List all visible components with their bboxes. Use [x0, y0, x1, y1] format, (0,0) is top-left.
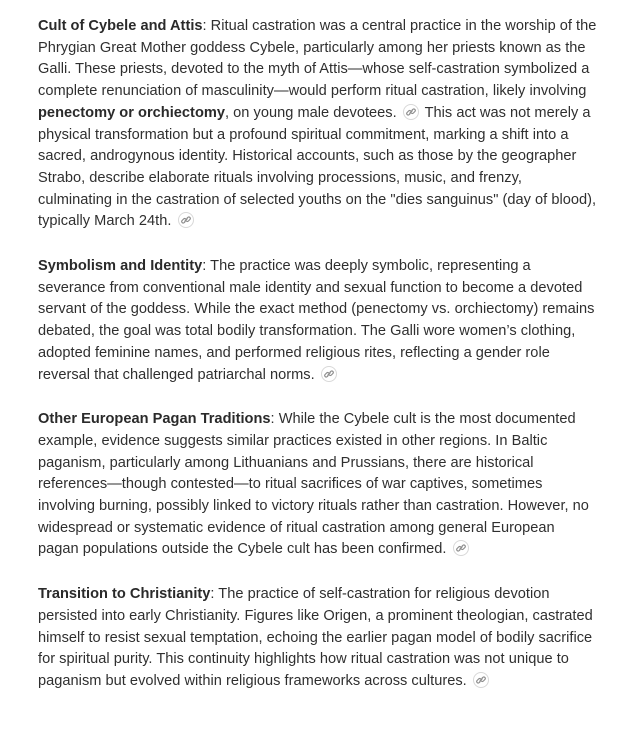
section-heading: Cult of Cybele and Attis	[38, 18, 203, 34]
citation-link-icon[interactable]	[473, 672, 489, 688]
section-text: : Ritual castration was a central practice in the worship of the Phrygian Great Mother goddess Cybele, particularly among her priests known as the Galli. These priests, devoted to the myth of Attis—whose self-castration symbolized a complete renunciation of masculinity—would perform ritual castration, likely involving	[38, 18, 597, 100]
section-symbolism-identity	[38, 256, 598, 386]
section-text: : While the Cybele cult is the most documented example, evidence suggests similar practices existed in other regions. In Baltic paganism, particularly among Lithuanians and Prussians, there are historical references—though contested—to ritual sacrifices of war captives, sometimes involving burning, possibly linked to victory rituals rather than castration. However, no widespread or systematic evidence of ritual castration among general European pagan populations outside the Cybele cult has been confirmed.	[38, 411, 589, 558]
section-text: : The practice of self-castration for religious devotion persisted into early Christianity. Figures like Origen, a prominent theologian, castrated himself to resist sexual temptation, echoing the earlier pagan model of bodily sacrifice for spiritual purity. This continuity highlights how ritual castration was not unique to paganism but evolved within religious frameworks across cultures.	[38, 586, 593, 689]
section-text: , on young male devotees.	[225, 104, 397, 121]
section-cybele-attis	[38, 16, 598, 233]
response-content	[38, 16, 598, 716]
citation-link-icon[interactable]	[453, 540, 469, 556]
section-heading: Transition to Christianity	[38, 586, 211, 603]
bold-term: penectomy or orchiectomy	[38, 104, 226, 121]
section-text: This act was not merely a physical transformation but a profound spiritual commitment, marking a shift into a sacred, androgynous identity. Historical accounts, such as those by the geographer Strabo, describe elaborate rituals involving processions, music, and frenzy, culminating in the castration of selected youths on the "dies sanguinus" (day of blood), typically March 24th.	[38, 104, 597, 230]
section-heading: Other European Pagan Traditions	[38, 411, 271, 428]
citation-link-icon[interactable]	[321, 366, 337, 382]
citation-link-icon[interactable]	[178, 212, 194, 228]
section-transition-christianity	[38, 584, 598, 693]
citation-link-icon[interactable]	[403, 104, 419, 120]
section-heading: Symbolism and Identity	[38, 258, 203, 275]
section-european-pagan-traditions	[38, 409, 598, 561]
section-text: : The practice was deeply symbolic, representing a severance from conventional male identity and sexual function to become a devoted servant of the goddess. While the exact method (penectomy vs. orchiectomy) remains debated, the goal was total bodily transformation. The Galli wore women’s clothing, adopted feminine names, and performed religious rites, reflecting a gender role reversal that challenged patriarchal norms.	[38, 258, 595, 383]
